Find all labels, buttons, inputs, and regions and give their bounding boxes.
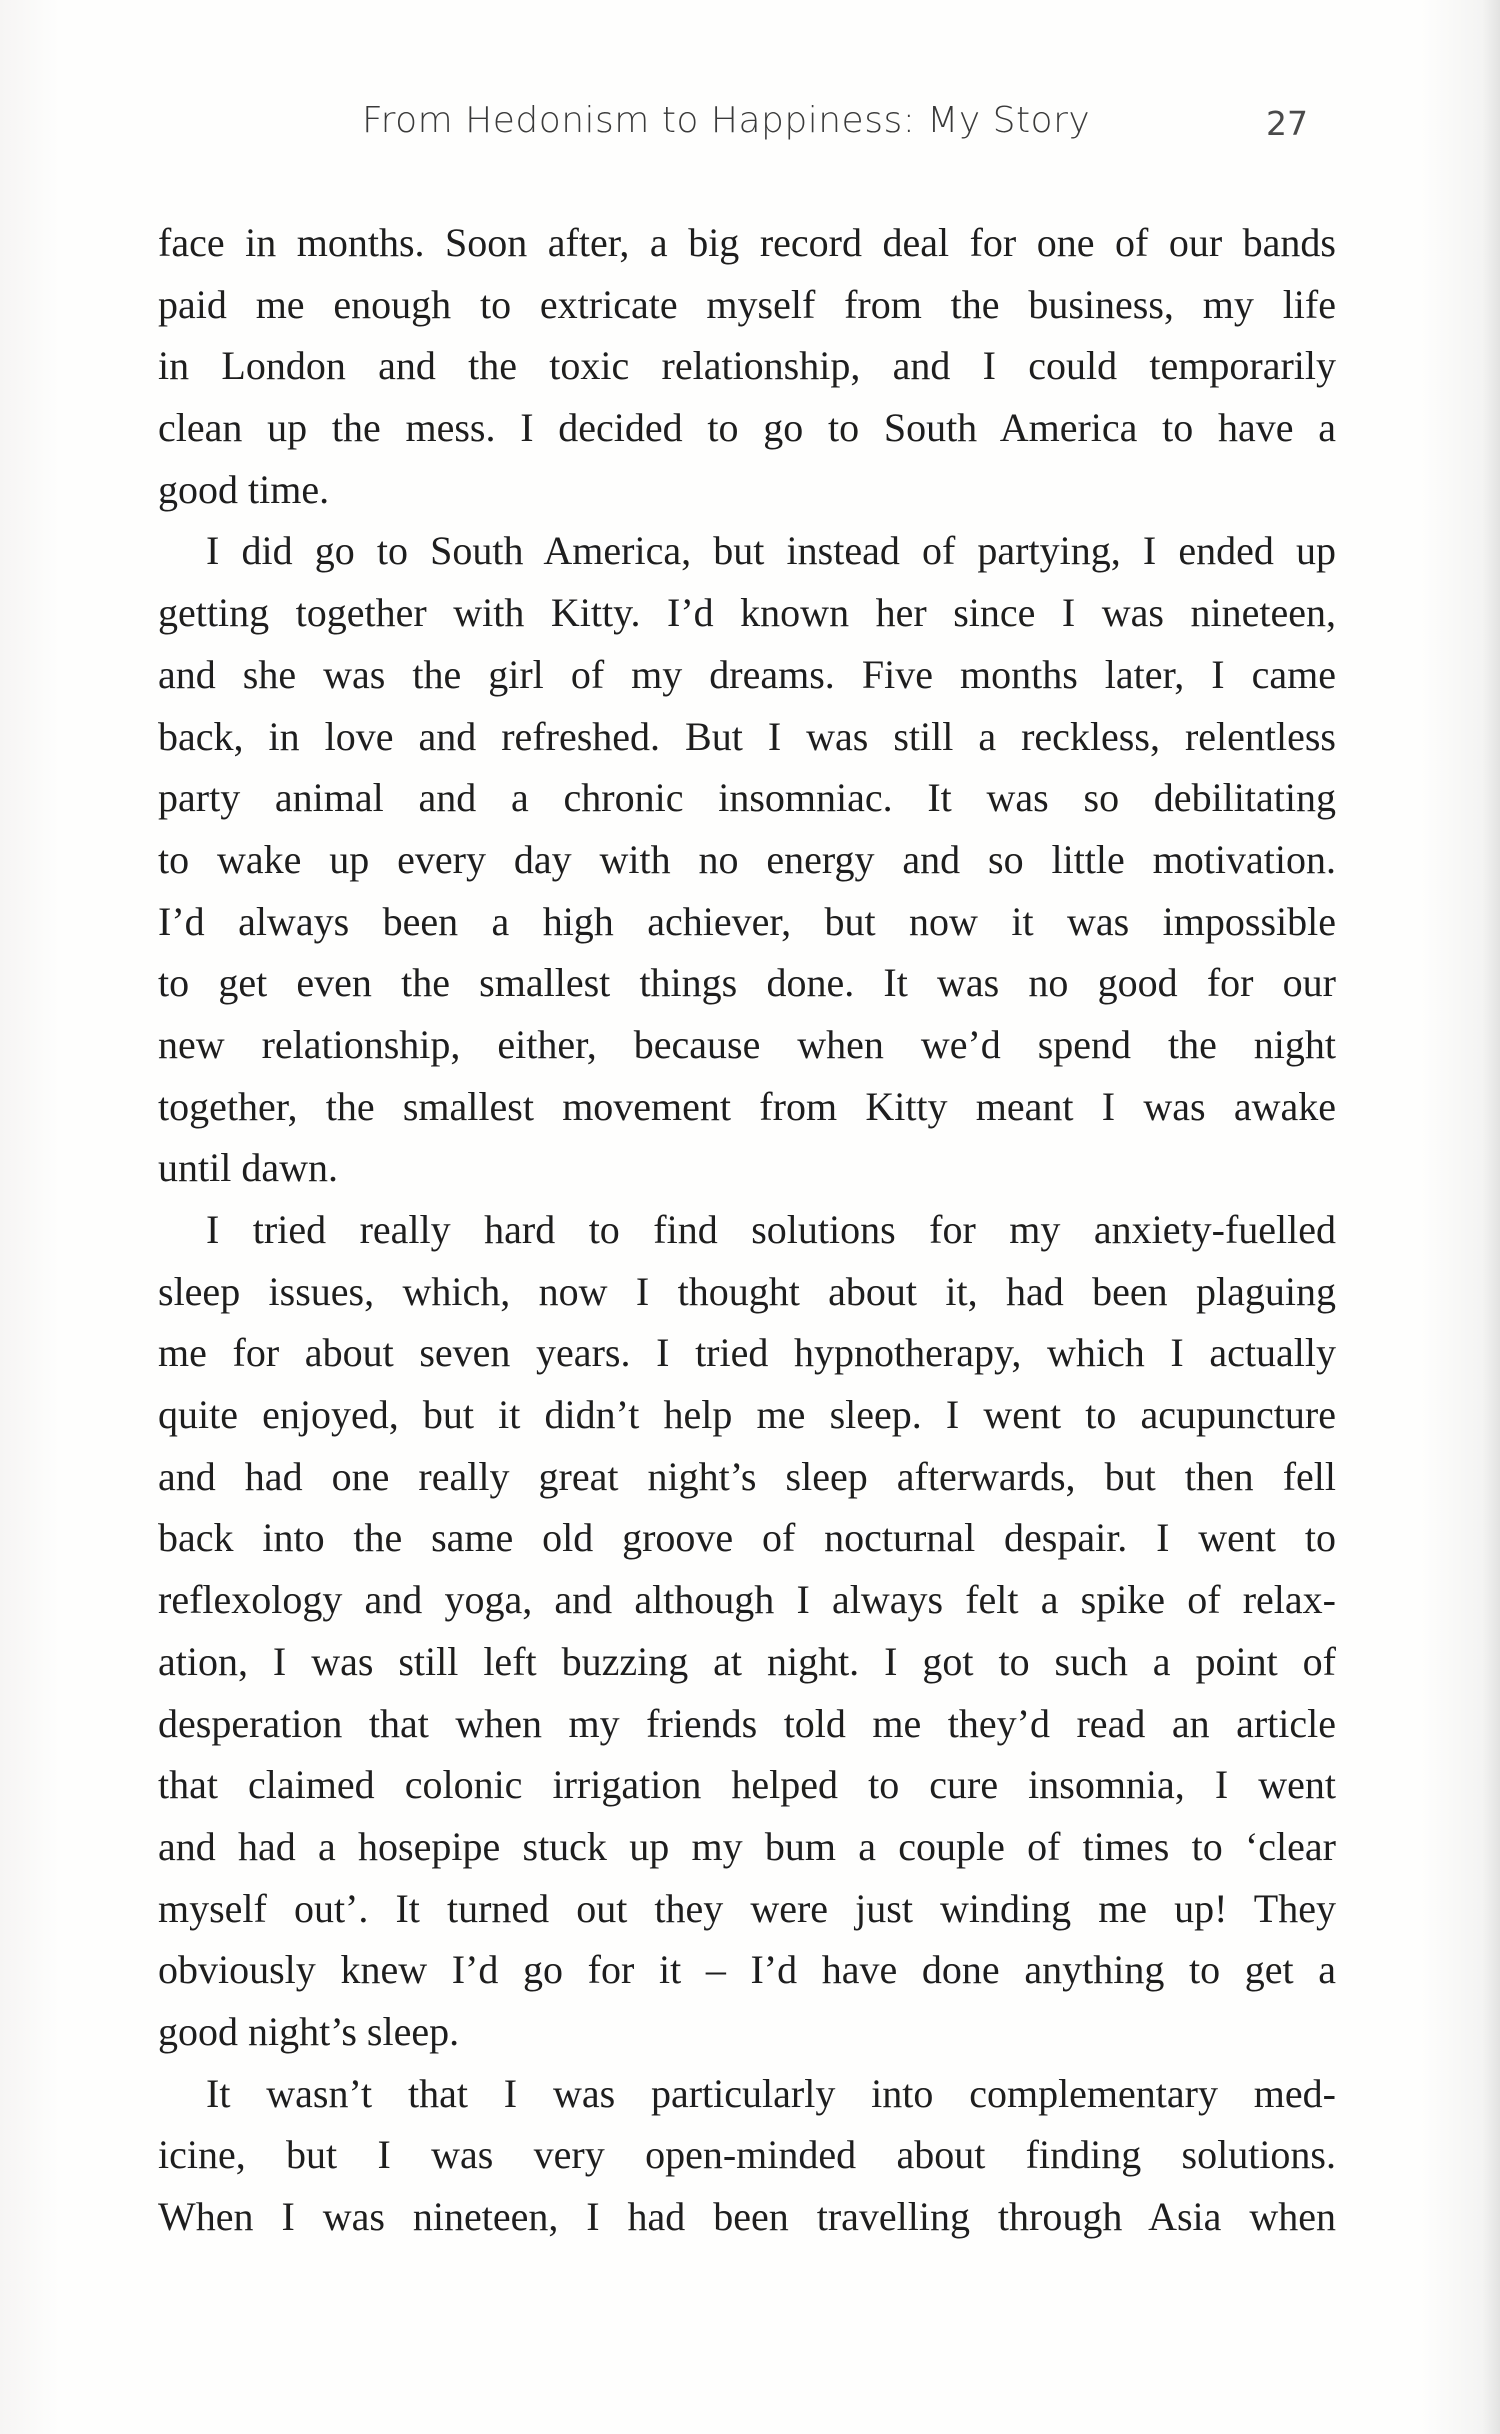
text-line: together, the smallest movement from Kitty meant I was awake bbox=[158, 1083, 1336, 1129]
page-edge-shadow bbox=[1482, 0, 1500, 2434]
text-line: to get even the smallest things done. It was no good for our bbox=[158, 960, 1336, 1006]
text-line: I did go to South America, but instead of partying, I ended up bbox=[206, 528, 1336, 574]
text-line: myself out’. It turned out they were just winding me up! They bbox=[158, 1885, 1336, 1931]
text-line: new relationship, either, because when we’d spend the night bbox=[158, 1021, 1336, 1067]
text-line: I’d always been a high achiever, but now it was impossible bbox=[158, 898, 1336, 944]
text-line: back into the same old groove of nocturnal despair. I went to bbox=[158, 1515, 1336, 1561]
text-line: and she was the girl of my dreams. Five months later, I came bbox=[158, 651, 1336, 697]
text-line: in London and the toxic relationship, and I could temporarily bbox=[158, 343, 1336, 389]
text-line: and had one really great night’s sleep afterwards, but then fell bbox=[158, 1453, 1336, 1499]
text-line: When I was nineteen, I had been travelling through Asia when bbox=[158, 2194, 1336, 2239]
text-line: and had a hosepipe stuck up my bum a couple of times to ‘clear bbox=[158, 1823, 1336, 1869]
body-text bbox=[158, 212, 1336, 2248]
text-line: until dawn. bbox=[158, 1145, 338, 1191]
page-number: 27 bbox=[1266, 104, 1308, 143]
text-line: sleep issues, which, now I thought about it, had been plaguing bbox=[158, 1268, 1336, 1314]
text-line: obviously knew I’d go for it – I’d have done anything to get a bbox=[158, 1947, 1336, 1993]
text-line: reflexology and yoga, and although I always felt a spike of relax- bbox=[158, 1577, 1336, 1623]
running-head: From Hedonism to Happiness: My Story bbox=[362, 100, 1091, 141]
text-line: good time. bbox=[158, 466, 330, 512]
text-line: party animal and a chronic insomniac. It was so debilitating bbox=[158, 775, 1336, 821]
text-line: me for about seven years. I tried hypnotherapy, which I actually bbox=[158, 1330, 1336, 1376]
text-line: paid me enough to extricate myself from the business, my life bbox=[158, 281, 1336, 327]
text-line: that claimed colonic irrigation helped to cure insomnia, I went bbox=[158, 1762, 1336, 1808]
text-line: to wake up every day with no energy and so little motivation. bbox=[158, 836, 1336, 882]
text-line: good night’s sleep. bbox=[158, 2008, 460, 2054]
text-line: back, in love and refreshed. But I was still a reckless, relentless bbox=[158, 713, 1336, 759]
text-line: I tried really hard to find solutions for my anxiety-fuelled bbox=[206, 1207, 1336, 1252]
text-line: desperation that when my friends told me they’d read an article bbox=[158, 1700, 1336, 1746]
text-line: getting together with Kitty. I’d known her since I was nineteen, bbox=[158, 590, 1336, 636]
text-line: face in months. Soon after, a big record deal for one of our bands bbox=[158, 220, 1336, 265]
text-line: quite enjoyed, but it didn’t help me sleep. I went to acupuncture bbox=[158, 1392, 1336, 1438]
text-line: ation, I was still left buzzing at night. I got to such a point of bbox=[158, 1638, 1336, 1684]
text-line: clean up the mess. I decided to go to South America to have a bbox=[158, 405, 1336, 451]
text-line: It wasn’t that I was particularly into complementary med- bbox=[206, 2070, 1336, 2116]
text-line: icine, but I was very open-minded about finding solutions. bbox=[158, 2132, 1336, 2178]
